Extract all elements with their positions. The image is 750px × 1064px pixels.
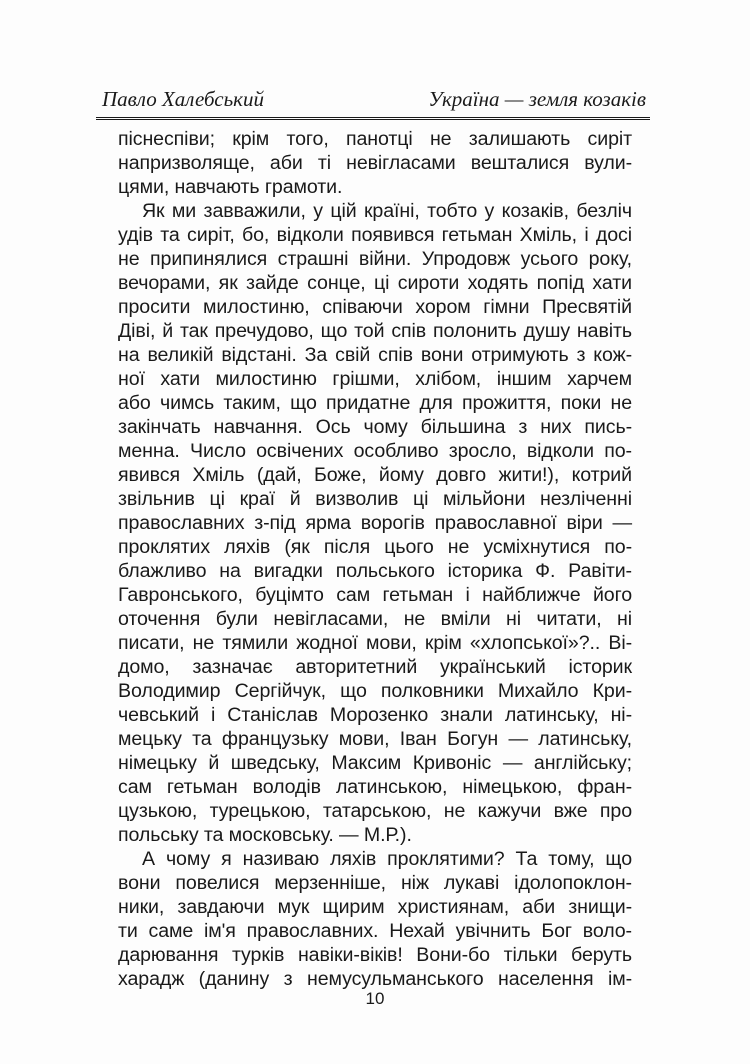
text-line: ти саме ім'я православних. Нехай увічнить Бог воло- [118,920,632,942]
text-line: піснеспіви; крім того, панотці не залишають сиріт [118,128,632,150]
text-line: цями, навчають грамоти. [118,176,343,198]
text-line: удів та сиріт, бо, відколи появився гетьман Хміль, і досі [118,224,632,246]
text-line: ники, завдаючи мук щирим християнам, аби знищи- [118,896,632,918]
text-line: православних з-під ярма ворогів православної віри — [118,512,632,534]
text-line: закінчать навчання. Ось чому більшина з них пись- [118,416,632,438]
text-line: Гавронського, буцімто сам гетьман і найближче його [118,584,632,606]
text-line: писати, не тямили жодної мови, крім «хлопської»?.. Ві- [118,632,632,654]
text-line: вечорами, як зайде сонце, ці сироти ходять попід хати [118,272,632,294]
text-line: харадж (данину з немусульманського населення ім- [118,968,632,990]
text-line: оточення були невігласами, не вміли ні читати, ні [118,608,632,630]
text-line: Володимир Сергійчук, що полковники Михайло Кри- [118,680,632,702]
text-line: домо, зазначає авторитетний український історик [118,656,632,678]
text-line: Як ми завважили, у цій країні, тобто у козаків, безліч [142,200,632,222]
text-line: явився Хміль (дай, Боже, йому довго жити!), котрий [118,464,632,486]
text-line: менна. Число освічених особливо зросло, відколи по- [118,440,632,462]
text-line: не припинялися страшні війни. Упродовж усього року, [118,248,632,270]
text-line: на великій відстані. За свій спів вони отримують з кож- [118,344,632,366]
text-line: Діві, й так пречудово, що той спів полонить душу навіть [118,320,632,342]
text-line: цузькою, турецькою, татарською, не кажучи вже про [118,800,632,822]
text-line: блажливо на вигадки польського історика Ф. Равіти- [118,560,632,582]
text-line: чевський і Станіслав Морозенко знали латинську, ні- [118,704,632,726]
text-line: А чому я називаю ляхів проклятими? Та тому, що [142,848,632,870]
paragraph [118,199,632,847]
paragraph [118,847,632,991]
body-text [118,127,632,991]
header-rule [96,117,650,120]
text-line: дарювання турків навіки-віків! Вони-бо тільки беруть [118,944,632,966]
author-name: Павло Халебський [102,87,264,111]
text-line: проклятих ляхів (як після цього не усміхнутися по- [118,536,632,558]
text-line: напризволяще, аби ті невігласами вешталися вули- [118,152,632,174]
text-line: просити милостиню, співаючи хором гімни Пресвятій [118,296,632,318]
text-line: сам гетьман володів латинською, німецькою, фран- [118,776,632,798]
text-line: звільнив ці краї й визволив ці мільйони незліченні [118,488,632,510]
running-header [96,84,650,116]
text-line: ної хати милостиню грішми, хлібом, іншим харчем [118,368,632,390]
text-line: або чимсь таким, що придатне для прожиття, поки не [118,392,632,414]
page-number: 10 [365,989,385,1008]
text-line: німецьку й шведську, Максим Кривоніс — англійську; [118,752,632,774]
book-title: Україна — земля козаків [428,87,646,111]
text-line: польську та московську. — М.Р.). [118,824,412,846]
paragraph [118,127,632,199]
text-line: мецьку та французьку мови, Іван Богун — латинську, [118,728,632,750]
text-line: вони повелися мерзенніше, ніж лукаві ідолопоклон- [118,872,632,894]
